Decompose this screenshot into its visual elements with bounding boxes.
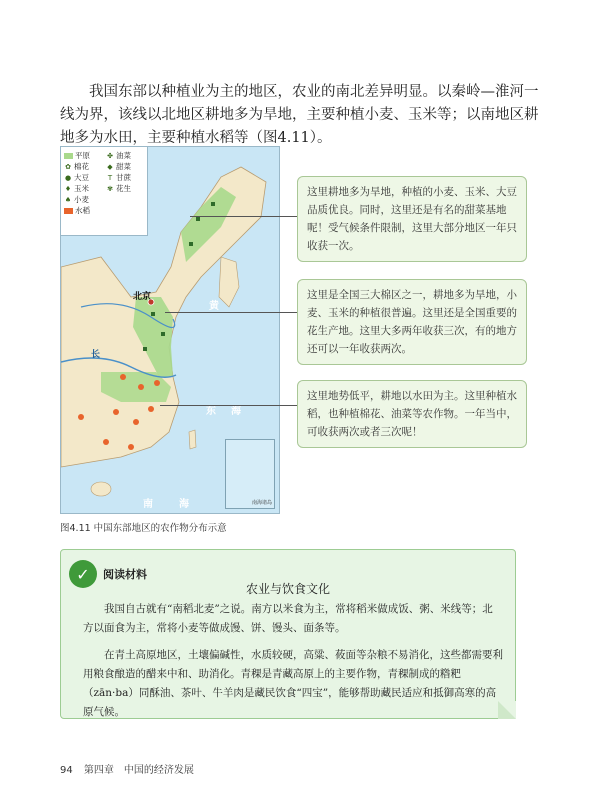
sea-label-south: 南 — [143, 499, 153, 510]
sugarcane-icon: T — [107, 173, 113, 182]
legend-peanut: ✾ 花生 — [107, 184, 131, 193]
rapeseed-icon: ✤ — [107, 151, 113, 160]
page-fold-corner — [498, 701, 516, 719]
reading-material-box — [60, 549, 516, 719]
sea-label-east: 东 — [206, 406, 216, 417]
pointer-line-3 — [160, 405, 297, 406]
legend-sugarcane: T 甘蔗 — [107, 173, 131, 182]
cotton-icon: ✿ — [65, 162, 71, 171]
river-label: 长 — [91, 350, 101, 360]
legend-cotton: ✿ 棉花 — [65, 162, 89, 171]
legend-corn: ♦ 玉米 — [64, 184, 89, 193]
reading-paragraph-2: 在青土高原地区，土壤偏碱性，水质较硬，高粱、莜面等杂粮不易消化，这些都需要利用粮食酿造的醋来中和、助消化。青稞是青藏高原上的主要作物，青稞制成的糌粑（zān·ba）同酥油、茶叶、牛羊肉是藏民饮食“四宝”，能够帮助藏民适应和抵御高寒的高原气候。 — [83, 649, 503, 718]
sea-label-south-2: 海 — [179, 499, 189, 510]
sea-label-yellow: 黄 — [209, 301, 219, 312]
check-icon: ✓ — [69, 560, 97, 588]
legend-beet: ◆ 甜菜 — [107, 162, 131, 171]
map-legend — [61, 147, 148, 236]
chapter-title: 第四章 中国的经济发展 — [83, 765, 194, 776]
reading-label: 阅读材料 — [103, 568, 147, 581]
inset-label: 南海诸岛 — [251, 500, 272, 506]
soybean-icon: ● — [64, 173, 72, 182]
legend-plain: 平原 — [64, 150, 90, 161]
page-number: 94 — [60, 765, 73, 776]
legend-wheat: ♠ 小麦 — [64, 195, 89, 204]
intro-paragraph: 我国东部以种植业为主的地区，农业的南北差异明显。以秦岭—淮河一线为界，该线以北地区耕地多为旱地，主要种植小麦、玉米等；以南地区耕地多为水田，主要种植水稻等（图4.11）。 — [60, 83, 539, 146]
crop-distribution-map — [60, 146, 280, 514]
south-china-sea-inset — [225, 439, 275, 509]
peanut-icon: ✾ — [107, 184, 113, 193]
beet-icon: ◆ — [107, 162, 113, 171]
legend-rice: 水稻 — [64, 205, 90, 216]
legend-rapeseed: ✤ 油菜 — [107, 151, 131, 160]
place-beijing: 北京 — [133, 292, 152, 302]
wheat-icon: ♠ — [64, 195, 72, 204]
reading-title: 农业与饮食文化 — [245, 582, 330, 596]
pointer-line-1 — [190, 216, 297, 217]
rice-swatch — [64, 208, 73, 214]
figure-caption: 图4.11 中国东部地区的农作物分布示意 — [60, 523, 227, 534]
callout-south: 这里地势低平，耕地以水田为主。这里种植水稻，也种植棉花、油菜等农作物。一年当中，可收获两次或者三次呢！ — [297, 380, 527, 448]
pointer-line-2 — [165, 312, 297, 313]
callout-northeast: 这里耕地多为旱地，种植的小麦、玉米、大豆品质优良。同时，这里还是有名的甜菜基地呢！受气候条件限制，这里大部分地区一年只收获一次。 — [297, 176, 527, 262]
page-footer — [60, 761, 194, 776]
plain-swatch — [64, 153, 73, 159]
sea-label-east-2: 海 — [231, 406, 241, 417]
corn-icon: ♦ — [64, 184, 72, 193]
legend-soybean: ● 大豆 — [64, 173, 89, 182]
reading-paragraph-1: 我国自古就有“南稻北麦”之说。南方以米食为主，常将稻米做成饭、粥、米线等；北方以面食为主，常将小麦等做成馒、饼、馒头、面条等。 — [83, 603, 493, 634]
callout-north-china: 这里是全国三大棉区之一，耕地多为旱地，小麦、玉米的种植很普遍。这里还是全国重要的花生产地。这里大多两年收获三次，有的地方还可以一年收获两次。 — [297, 279, 527, 365]
